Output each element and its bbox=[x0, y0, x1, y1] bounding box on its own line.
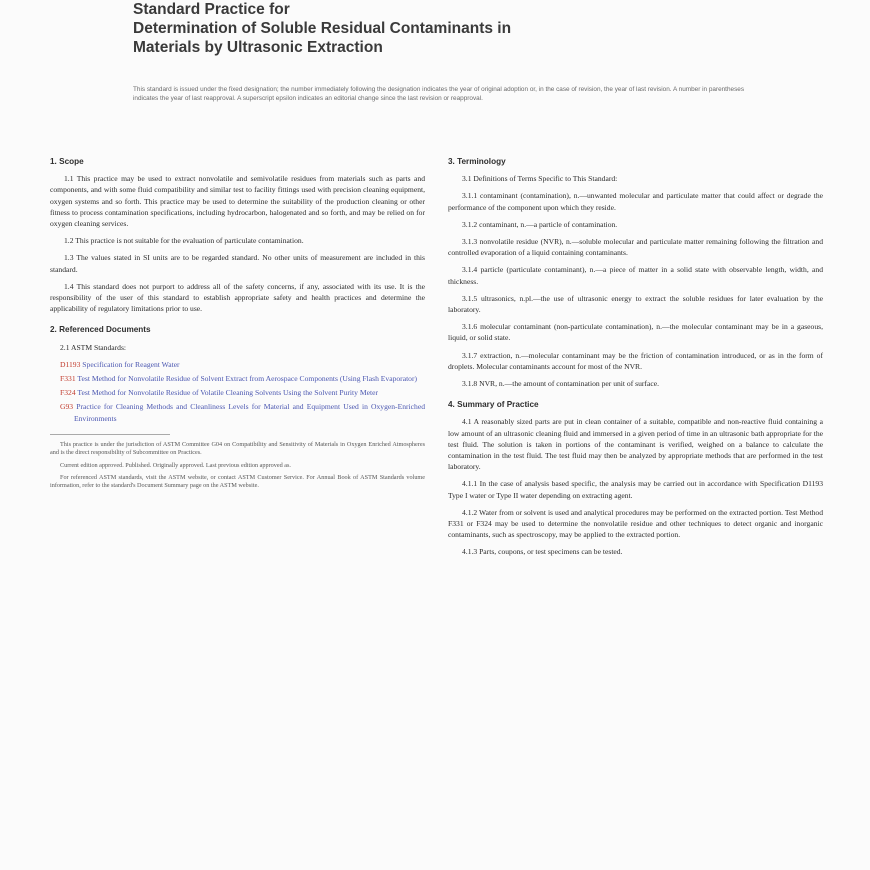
terminology-para: 3.1.5 ultrasonics, n.pl.—the use of ultrasonic energy to extract the soluble residues for later evaluation by the laboratory. bbox=[448, 293, 823, 315]
terminology-para: 3.1.6 molecular contaminant (non-particulate contamination), n.—the molecular contaminant may be in a gaseous, liquid, or solid state. bbox=[448, 322, 823, 343]
terminology-heading: 3. Terminology bbox=[448, 157, 506, 166]
footnote: Current edition approved. Published. Originally approved. Last previous edition approved as. bbox=[60, 461, 291, 469]
left-column bbox=[50, 156, 425, 495]
scope-para: 1.2 This practice is not suitable for the evaluation of particulate contamination. bbox=[64, 236, 304, 246]
title-line-1: Standard Practice for bbox=[133, 1, 290, 18]
footnote: This practice is under the jurisdiction of ASTM Committee G04 on Compatibility and Sensitivity of Materials in Oxygen Enriched Atmospheres and is the direct responsibility of Subcommittee on Practices. bbox=[50, 440, 425, 457]
reference-item[interactable] bbox=[60, 401, 425, 423]
reference-item[interactable] bbox=[60, 387, 425, 398]
summary-para: 4.1.1 In the case of analysis based specific, the analysis may be carried out in accordance with Specification D1193 Type I water or Type II water depending on extracting agent. bbox=[448, 479, 823, 500]
abstract-note: This standard is issued under the fixed designation; the number immediately following the designation indicates the year of original adoption or, in the case of revision, the year of last revision. A number in parentheses indicates the year of last reapproval. A superscript epsilon indicates an editorial change since the last revision or reapproval. bbox=[133, 86, 745, 102]
title-line-3: Materials by Ultrasonic Extraction bbox=[133, 39, 383, 56]
reference-link[interactable]: Practice for Cleaning Methods and Cleanliness Levels for Material and Equipment Used in Oxygen-Enriched Environments bbox=[74, 402, 425, 423]
reference-link[interactable]: Test Method for Nonvolatile Residue of Solvent Extract from Aerospace Components (Using Flash Evaporator) bbox=[77, 374, 418, 384]
scope-para: 1.4 This standard does not purport to address all of the safety concerns, if any, associated with its use. It is the responsibility of the user of this standard to establish appropriate safety and health practices and determine the applicability of regulatory limitations prior to use. bbox=[50, 281, 425, 314]
terminology-para: 3.1.2 contaminant, n.—a particle of contamination. bbox=[462, 219, 618, 229]
reference-link[interactable]: Test Method for Nonvolatile Residue of Volatile Cleaning Solvents Using the Solvent Purity Meter bbox=[77, 388, 378, 398]
footnote: For referenced ASTM standards, visit the ASTM website, or contact ASTM Customer Service. For Annual Book of ASTM Standards volume information, refer to the standard's Document Summary page on the ASTM website. bbox=[50, 474, 425, 490]
scope-heading: 1. Scope bbox=[50, 157, 84, 166]
scope-para: 1.3 The values stated in SI units are to be regarded standard. No other units of measurement are included in this standard. bbox=[50, 253, 425, 274]
summary-heading: 4. Summary of Practice bbox=[448, 400, 539, 410]
reference-link[interactable]: Specification for Reagent Water bbox=[82, 359, 180, 369]
refs-intro: 2.1 ASTM Standards: bbox=[60, 342, 127, 352]
terminology-para: 3.1.7 extraction, n.—molecular contaminant may be the friction of contamination introduced, or as in the form of droplets. Molecular contaminants account for most of the NVR. bbox=[448, 350, 823, 371]
document-title bbox=[133, 0, 753, 57]
reference-number: G93 bbox=[60, 402, 74, 412]
summary-para: 4.1.2 Water from or solvent is used and analytical procedures may be performed on the extracted portion. Test Method F331 or F324 may be used to determine the nonvolatile residue and other techniques to detect organic and inorganic contaminants, such as spectroscopy, may be applied to the extracted portion. bbox=[448, 507, 823, 540]
reference-number: D1193 bbox=[60, 359, 81, 369]
title-line-2: Determination of Soluble Residual Contaminants in bbox=[133, 20, 512, 37]
terminology-para: 3.1.3 nonvolatile residue (NVR), n.—soluble molecular and particulate matter remaining following the filtration and controlled evaporation of a liquid containing contaminants. bbox=[448, 237, 823, 258]
reference-item[interactable] bbox=[60, 359, 425, 370]
scope-para: 1.1 This practice may be used to extract nonvolatile and semivolatile residues from materials such as parts and components, and with some fluid compatibility and similar test to facility fittings used with precision cleaning equipment, oxygen systems and so forth. This practice may be used to determine the suitability of the production cleaning or other fitness to process contamination specifications, including hydrocarbon, halogenated and so forth, and may be relied on for oxygen cleaning services. bbox=[50, 174, 425, 229]
reference-number: F324 bbox=[60, 388, 76, 398]
terminology-para: 3.1.8 NVR, n.—the amount of contamination per unit of surface. bbox=[462, 379, 659, 389]
reference-number: F331 bbox=[60, 374, 76, 384]
summary-para: 4.1 A reasonably sized parts are put in clean container of a suitable, compatible and non-reactive fluid containing a low amount of an ultrasonic cleaning fluid and immersed in a given period of time in an ultrasonic bath appropriate for the test fluid. The solution is taken in portions of the contaminant is verified, weighed on a balance to calculate the contamination in the test fluid. The test fluid may then be analyzed by appropriate methods that are performed in the test laboratory. bbox=[448, 417, 823, 472]
terminology-para: 3.1.1 contaminant (contamination), n.—unwanted molecular and particulate matter that could affect or degrade the performance of the component upon which they reside. bbox=[448, 191, 823, 212]
reference-item[interactable] bbox=[60, 373, 425, 384]
summary-para: 4.1.3 Parts, coupons, or test specimens can be tested. bbox=[462, 547, 623, 557]
terminology-para: 3.1 Definitions of Terms Specific to This Standard: bbox=[462, 174, 618, 184]
reference-list bbox=[60, 359, 425, 424]
right-column bbox=[448, 156, 823, 564]
refs-heading: 2. Referenced Documents bbox=[50, 325, 151, 335]
footnote-divider bbox=[50, 434, 170, 435]
terminology-para: 3.1.4 particle (particulate contaminant), n.—a piece of matter in a solid state with observable length, width, and thickness. bbox=[448, 265, 823, 286]
